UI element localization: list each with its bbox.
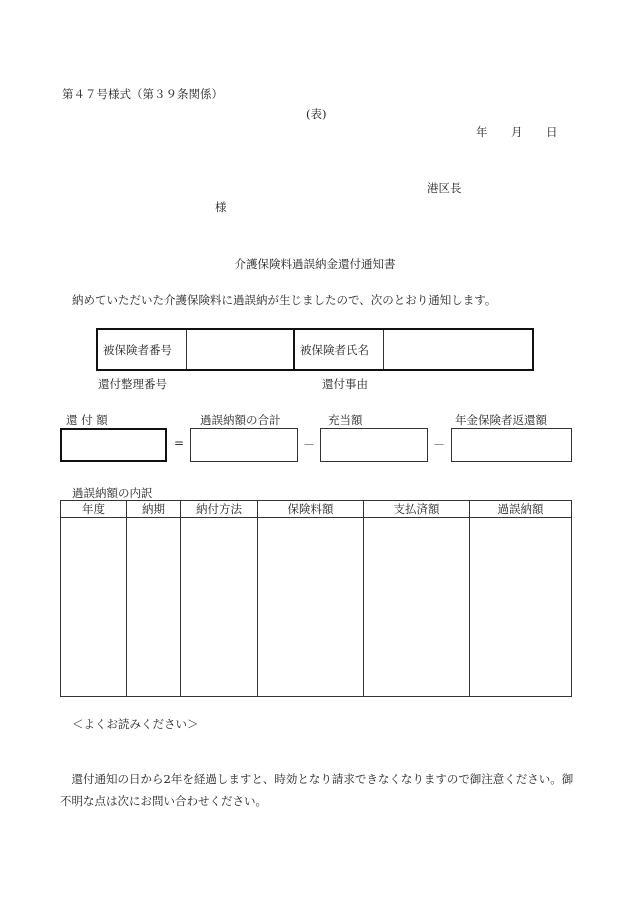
equals-sign: = <box>174 436 185 450</box>
header-payment-method: 納付方法 <box>181 501 258 518</box>
pension-return-box[interactable] <box>451 428 572 462</box>
table-cell <box>127 518 181 697</box>
header-payment-period: 納期 <box>127 501 181 518</box>
date-day-label: 日 <box>546 125 558 139</box>
header-overpaid-amount: 過誤納額 <box>470 501 572 518</box>
table-cell <box>181 518 258 697</box>
table-cell <box>61 518 127 697</box>
refund-amount-box[interactable] <box>60 428 167 462</box>
header-premium-amount: 保険料額 <box>258 501 364 518</box>
breakdown-table <box>60 500 572 697</box>
table-cell <box>364 518 470 697</box>
insured-name-label: 被保険者氏名 <box>294 329 384 370</box>
refund-number-label: 還付整理番号 <box>98 377 167 391</box>
table-row <box>61 518 572 697</box>
insured-name-field[interactable] <box>384 329 534 370</box>
date-month-label: 月 <box>511 125 523 139</box>
document-title: 介護保険料過誤納金還付通知書 <box>234 257 396 271</box>
applied-amount-label: 充当額 <box>328 413 363 427</box>
total-overpaid-label: 過誤納額の合計 <box>200 413 281 427</box>
notice-body: 還付通知の日から2年を経過しますと、時効となり請求できなくなりますので御注意ください。御不明な点は次にお問い合わせください。 <box>60 772 574 808</box>
notice-heading: ＜よくお読みください＞ <box>72 717 199 731</box>
header-fiscal-year: 年度 <box>61 501 127 518</box>
refund-reason-label: 還付事由 <box>322 377 368 391</box>
header-paid-amount: 支払済額 <box>364 501 470 518</box>
table-cell <box>258 518 364 697</box>
side-label: (表) <box>306 107 327 121</box>
issuer-name: 港区長 <box>427 181 462 195</box>
insured-table <box>96 328 534 371</box>
minus-sign-1: － <box>303 438 316 452</box>
breakdown-caption: 過誤納額の内訳 <box>72 486 153 500</box>
minus-sign-2: － <box>433 438 446 452</box>
insured-number-label: 被保険者番号 <box>97 329 187 370</box>
refund-amount-label: 還 付 額 <box>66 413 108 427</box>
intro-text: 納めていただいた介護保険料に過誤納が生じましたので、次のとおり通知します。 <box>72 293 497 307</box>
date-year-label: 年 <box>476 125 488 139</box>
table-cell <box>470 518 572 697</box>
total-overpaid-box[interactable] <box>190 428 298 462</box>
insured-number-field[interactable] <box>187 329 295 370</box>
form-number: 第４７号様式（第３９条関係） <box>62 87 223 101</box>
pension-return-label: 年金保険者返還額 <box>455 413 547 427</box>
applied-amount-box[interactable] <box>320 428 428 462</box>
addressee-honorific: 様 <box>215 200 227 214</box>
